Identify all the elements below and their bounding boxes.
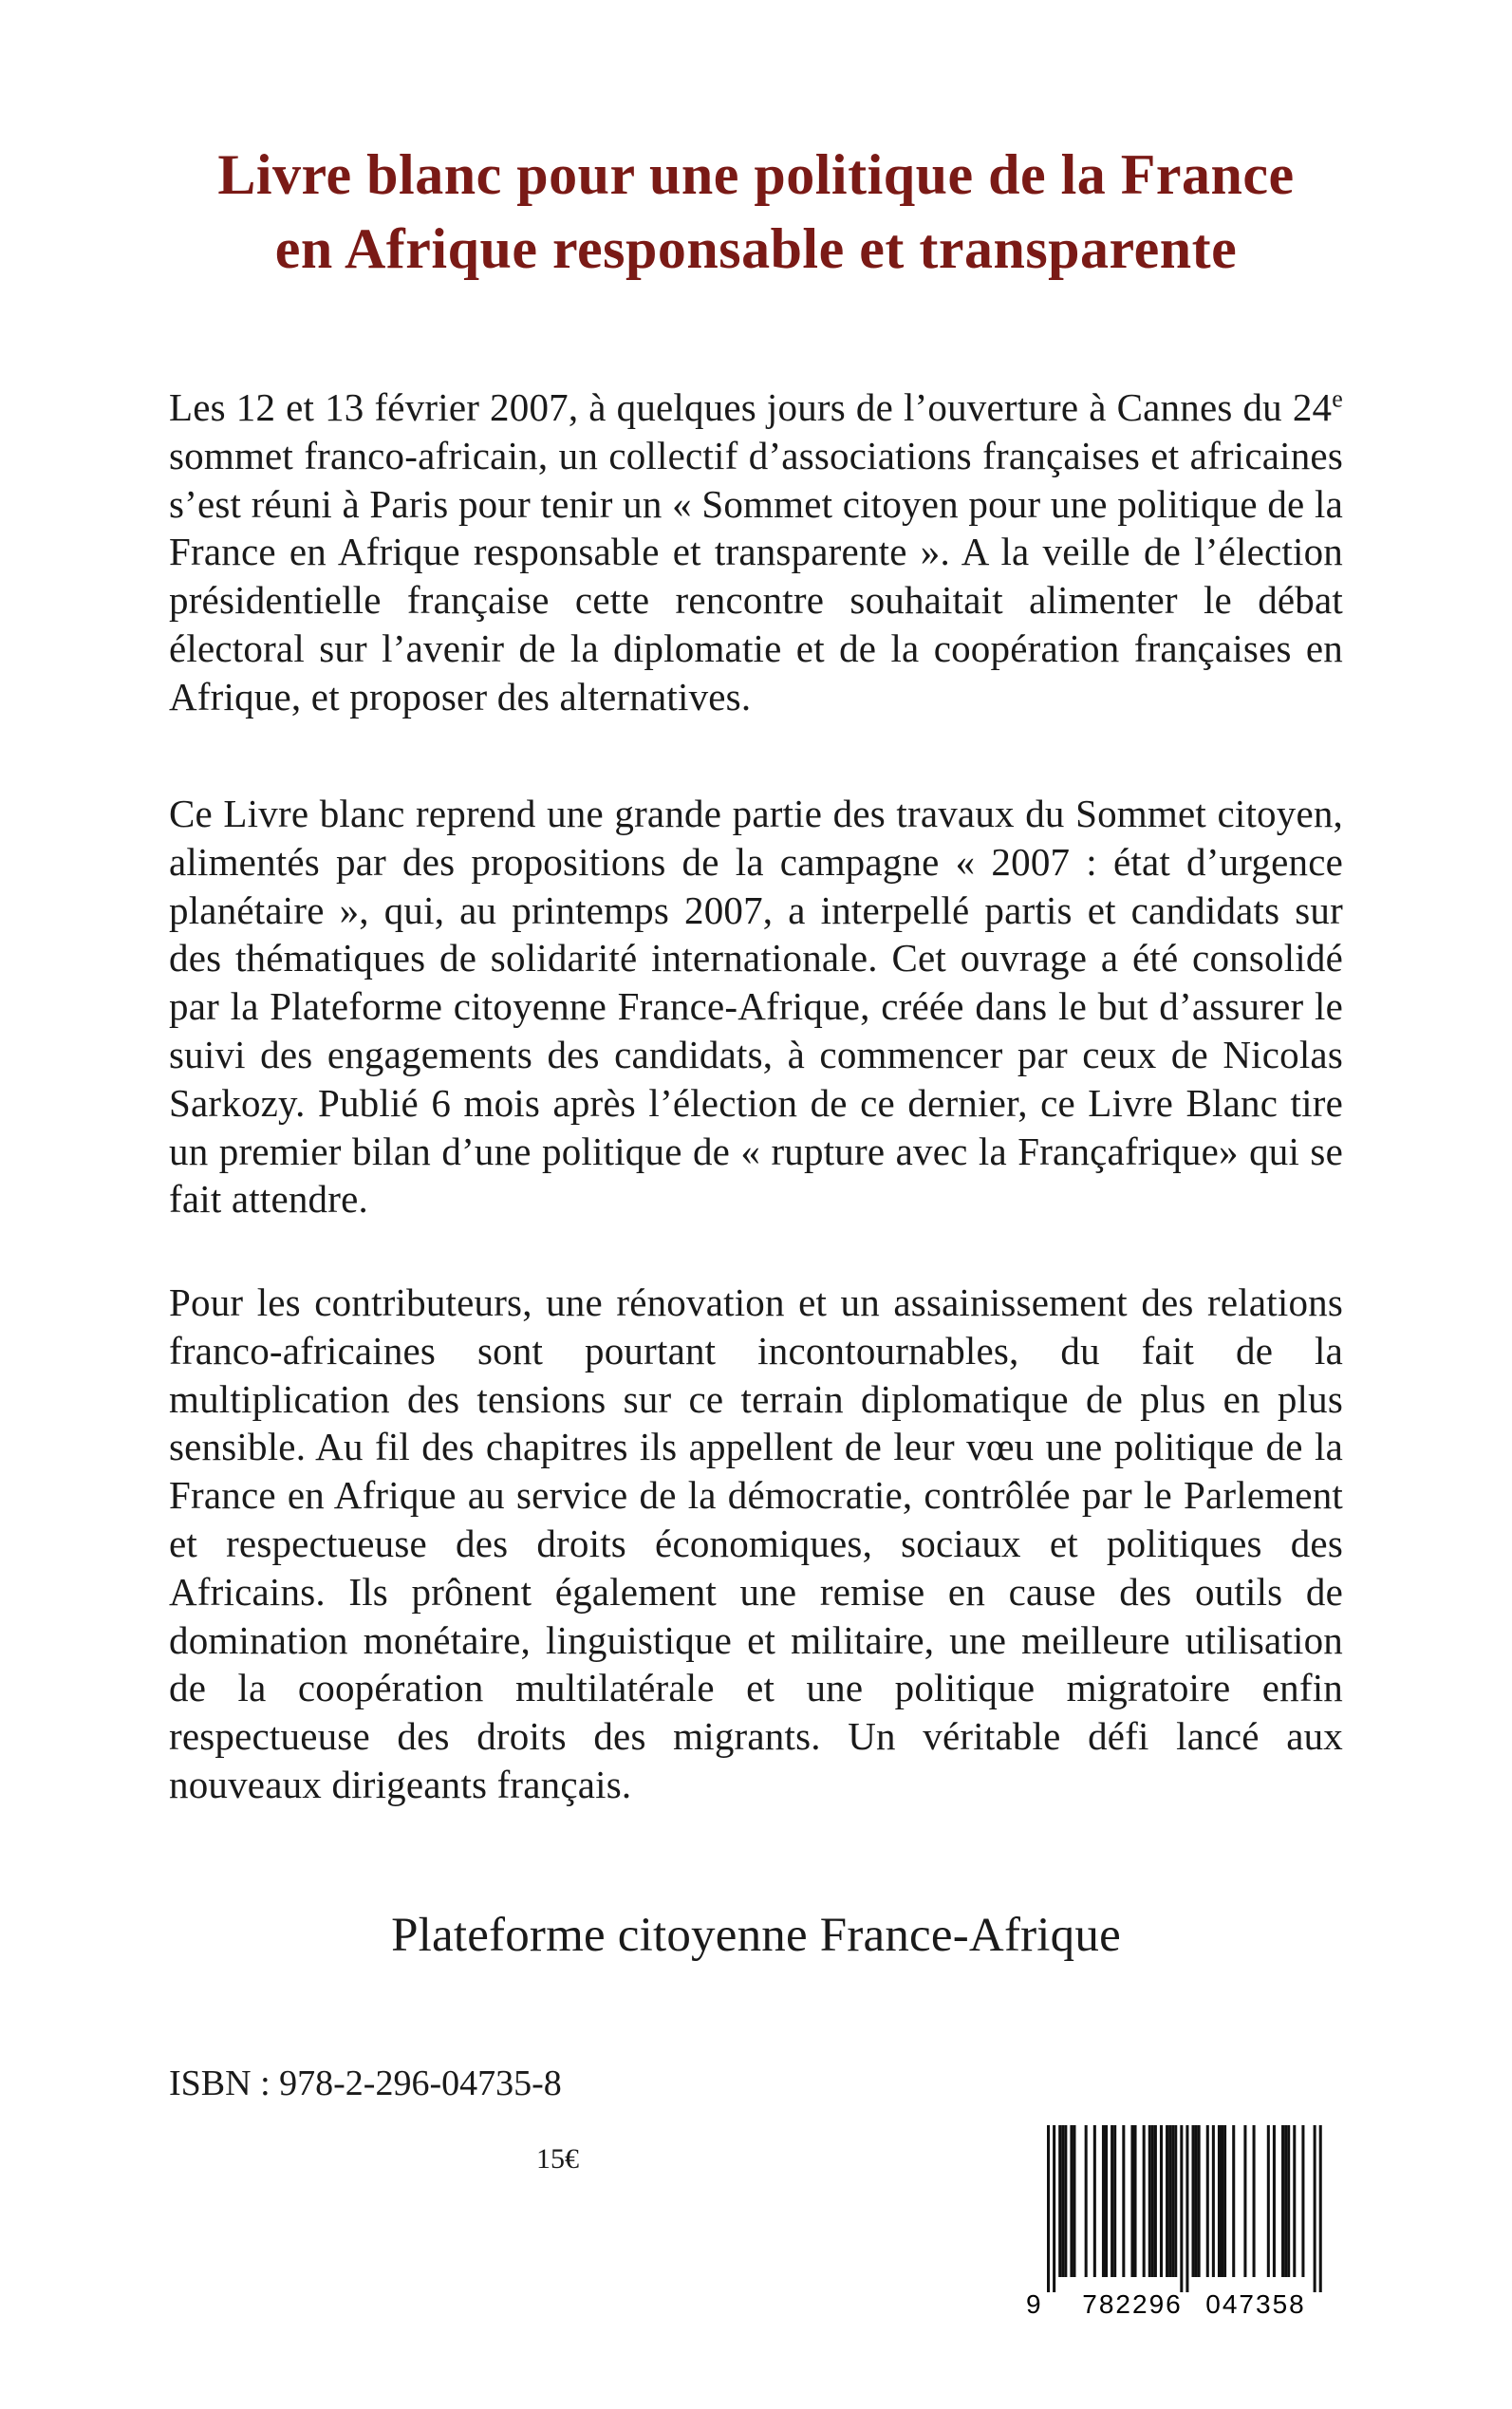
barcode-bar xyxy=(1192,2125,1195,2277)
barcode-bar xyxy=(1064,2125,1067,2277)
barcode-bar xyxy=(1243,2125,1246,2277)
barcode-bar xyxy=(1253,2125,1256,2277)
title-line-1: Livre blanc pour une politique de la France xyxy=(217,143,1295,206)
barcode-bar xyxy=(1102,2125,1105,2277)
paragraph-3: Pour les contributeurs, une rénovation et un assainissement des relations franco-africaines sont pourtant incontournables, du fait de la multiplication des tensions sur ce terrain diplomatique de plus en plus sensible. Au fil des chapitres ils appellent de leur vœu une politique de la France en Afrique au service de la démocratie, contrôlée par le Parlement et respectueuse des droits économiques, sociaux et politiques des Africains. Ils prônent également une remise en cause des outils de domination monétaire, linguistique et militaire, une meilleure utilisation de la coopération multilatérale et une politique migratoire enfin respectueuse des droits des migrants. Un véritable défi lancé aux nouveaux dirigeants français. xyxy=(169,1280,1343,1806)
barcode-bar xyxy=(1073,2125,1075,2277)
barcode-digits-right: 047358 xyxy=(1205,2289,1306,2319)
barcode-bar xyxy=(1198,2125,1201,2277)
barcode-bar xyxy=(1212,2125,1215,2277)
barcode-bar xyxy=(1105,2125,1108,2277)
barcode-bar xyxy=(1314,2125,1316,2292)
barcode-bar xyxy=(1301,2125,1304,2277)
barcode-bar xyxy=(1093,2125,1096,2277)
barcode-bar xyxy=(1223,2125,1226,2277)
ordinal-superscript: e xyxy=(1332,384,1343,413)
barcode-bar xyxy=(1171,2125,1174,2277)
publisher-name: Plateforme citoyenne France-Afrique xyxy=(391,1909,1121,1962)
barcode-bars xyxy=(1047,2125,1322,2292)
barcode-bar xyxy=(1180,2125,1183,2292)
barcode-bar xyxy=(1113,2125,1116,2277)
barcode-bar xyxy=(1160,2125,1163,2277)
barcode-digit-first: 9 xyxy=(1026,2289,1041,2319)
barcode-bar xyxy=(1287,2125,1290,2277)
isbn-number: ISBN : 978-2-296-04735-8 xyxy=(169,2064,562,2103)
barcode-bar xyxy=(1148,2125,1151,2277)
title-line-2: en Afrique responsable et transparente xyxy=(274,217,1238,280)
barcode-bar xyxy=(1047,2125,1050,2292)
barcode-bar xyxy=(1151,2125,1154,2277)
barcode-digits-left: 782296 xyxy=(1082,2289,1183,2319)
barcode-bar xyxy=(1053,2125,1055,2292)
barcode-bar xyxy=(1168,2125,1171,2277)
barcode-bar xyxy=(1174,2125,1177,2277)
barcode-bar xyxy=(1122,2125,1125,2277)
barcode-bar xyxy=(1058,2125,1061,2277)
barcode-bar xyxy=(1267,2125,1270,2277)
paragraph-1-start: Les 12 et 13 février 2007, à quelques jours de l’ouverture à Cannes du 24 xyxy=(169,385,1333,429)
barcode-bar xyxy=(1218,2125,1221,2277)
barcode-bar xyxy=(1185,2125,1188,2292)
barcode-bar xyxy=(1143,2125,1146,2277)
barcode-bar xyxy=(1293,2125,1296,2277)
barcode-bar xyxy=(1130,2125,1133,2277)
price-label: 15€ xyxy=(536,2143,579,2175)
barcode-bar xyxy=(1070,2125,1073,2277)
barcode-bar xyxy=(1111,2125,1113,2277)
barcode-bar xyxy=(1061,2125,1064,2277)
barcode-bar xyxy=(1166,2125,1168,2277)
barcode-bar xyxy=(1232,2125,1235,2277)
barcode-bar xyxy=(1221,2125,1223,2277)
barcode-bar xyxy=(1195,2125,1198,2277)
isbn-barcode xyxy=(1020,2121,1343,2321)
barcode-bar xyxy=(1154,2125,1157,2277)
barcode-bar xyxy=(1319,2125,1322,2292)
barcode-bar xyxy=(1206,2125,1209,2277)
paragraph-1-rest: sommet franco-africain, un collectif d’associations françaises et africaines s’est réuni à Paris pour tenir un « Sommet citoyen pour une politique de la France en Afrique responsable et transparente ». A la veille de l’élection présidentielle française cette rencontre souhaitait alimenter le débat électoral sur l’avenir de la diplomatie et de la coopération françaises en Afrique, et proposer des alternatives. xyxy=(169,433,1343,719)
barcode-bar xyxy=(1134,2125,1137,2277)
paragraph-2: Ce Livre blanc reprend une grande partie des travaux du Sommet citoyen, alimentés par des propositions de la campagne « 2007 : état d’urgence planétaire », qui, au printemps 2007, a interpellé partis et candidats sur des thématiques de solidarité internationale. Cet ouvrage a été consolidé par la Plateforme citoyenne France-Afrique, créée dans le but d’assurer le suivi des engagements des candidats, à commencer par ceux de Nicolas Sarkozy. Publié 6 mois après l’élection de ce dernier, ce Livre Blanc tire un premier bilan d’une politique de « rupture avec la Françafrique» qui se fait attendre. xyxy=(169,792,1343,1222)
barcode-bar xyxy=(1281,2125,1284,2277)
barcode-bar xyxy=(1273,2125,1276,2277)
barcode-bar xyxy=(1085,2125,1088,2277)
barcode-bar xyxy=(1284,2125,1287,2277)
cover-title xyxy=(114,138,1398,286)
paragraph-1 xyxy=(169,383,1343,721)
